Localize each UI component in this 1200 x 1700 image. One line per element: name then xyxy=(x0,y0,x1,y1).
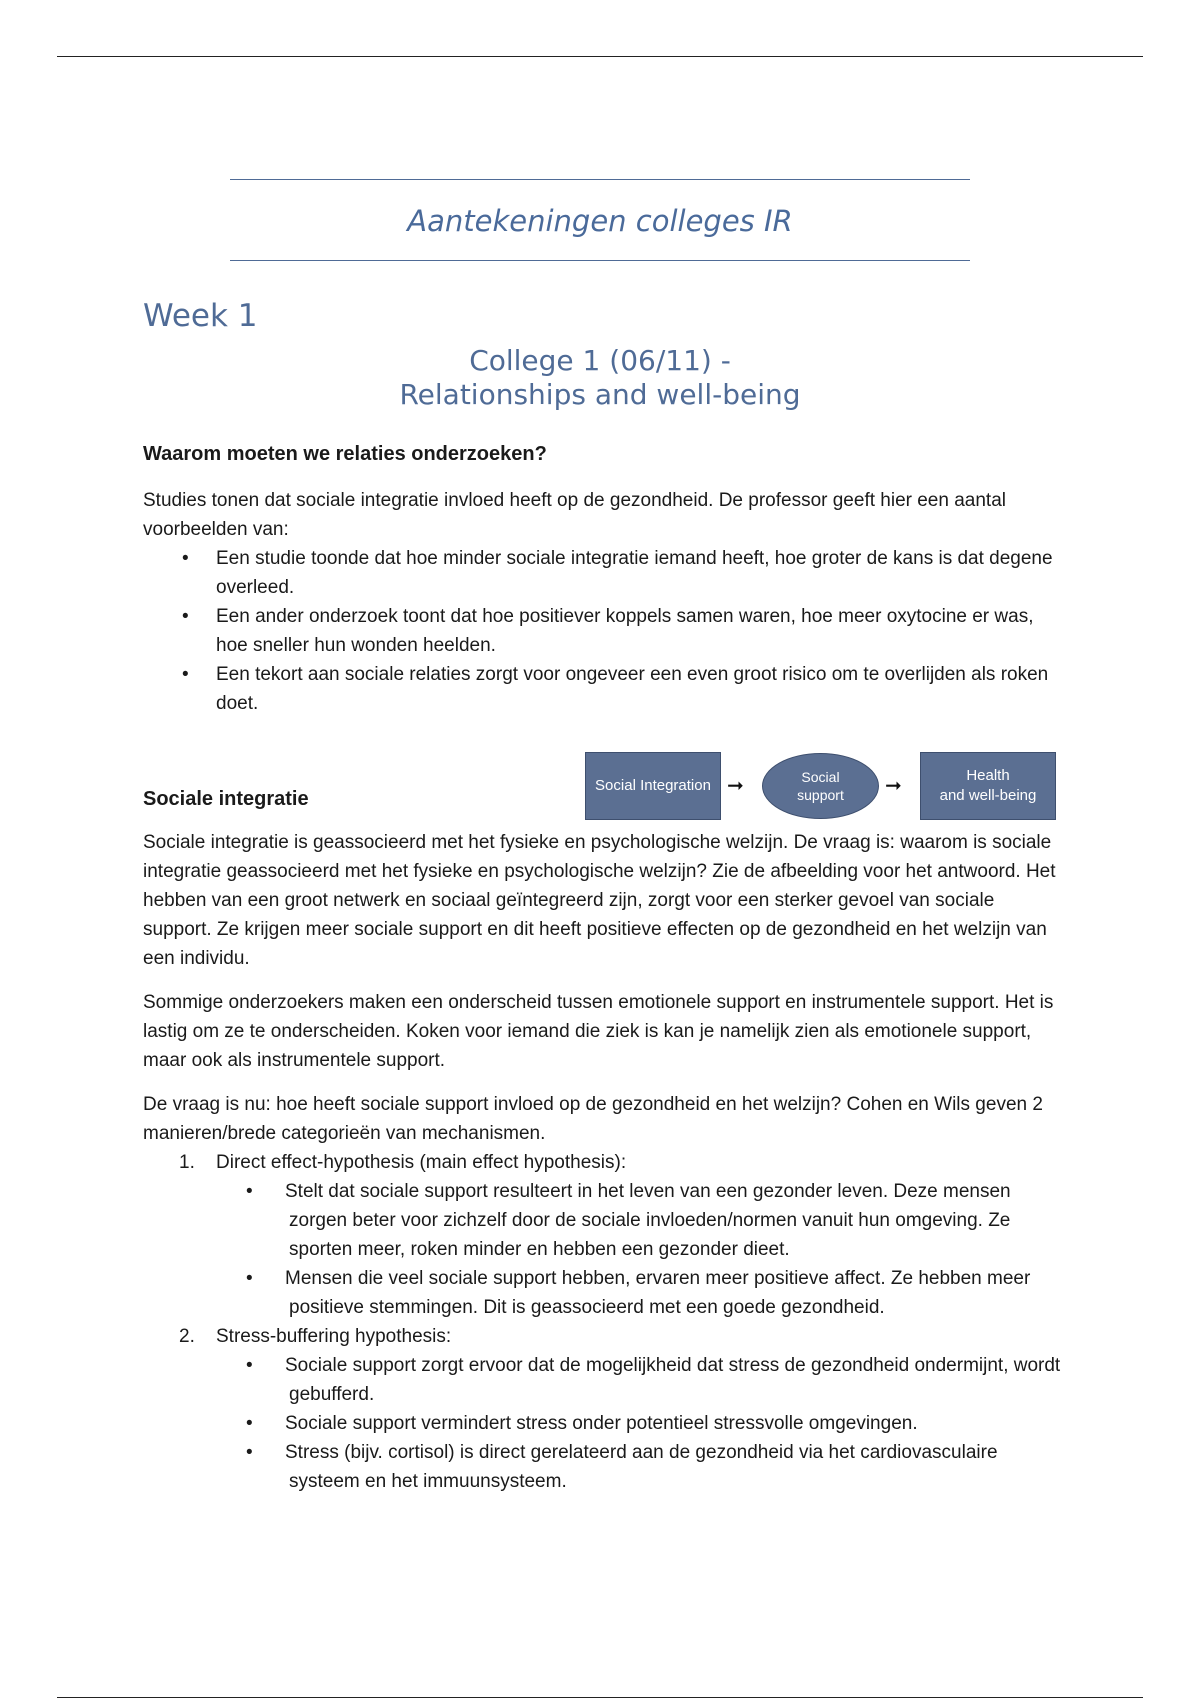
week-heading: Week 1 xyxy=(143,298,258,334)
sub-list-item: • Mensen die veel sociale support hebben, ervaren meer positieve affect. Ze hebben meer positieve stemmingen. Dit is geassocieerd met een goede gezondheid. xyxy=(143,1264,1063,1322)
list-number: 1. xyxy=(179,1152,195,1173)
document-title: Aantekeningen colleges IR xyxy=(407,204,793,238)
list-item: • Een ander onderzoek toont dat hoe positiever koppels samen waren, hoe meer oxytocine er was, hoe sneller hun wonden heelden. xyxy=(143,602,1063,660)
sub-list-item: • Sociale support zorgt ervoor dat de mogelijkheid dat stress de gezondheid ondermijnt, wordt gebufferd. xyxy=(143,1351,1063,1409)
college-heading-line2: Relationships and well-being xyxy=(399,378,801,411)
diagram-box-line2: and well-being xyxy=(939,787,1037,804)
paragraph: Studies tonen dat sociale integratie invloed heeft op de gezondheid. De professor geeft hier een aantal voorbeelden van: xyxy=(143,490,1006,540)
numbered-list xyxy=(143,1148,1063,1496)
document-title-block xyxy=(230,179,970,261)
paragraph: Sociale integratie is geassocieerd met het fysieke en psychologische welzijn. De vraag is: waarom is sociale integratie geassocieerd met het fysieke en psychologische welzijn? Zie de afbeelding voor het antwoord. Het hebben van een groot netwerk en sociaal geïntegreerd zijn, zorgt voor een sterker gevoel van sociale support. Ze krijgen meer sociale support en dit heeft positieve effecten op de gezondheid en het welzijn van een individu. xyxy=(143,832,1056,969)
diagram-box-line1: Health xyxy=(966,767,1010,784)
list-item: • Een studie toonde dat hoe minder sociale integratie iemand heeft, hoe groter de kans is dat degene overleed. xyxy=(143,544,1063,602)
sub-list-item: • Stelt dat sociale support resulteert in het leven van een gezonder leven. Deze mensen zorgen beter voor zichzelf door de sociale invloeden/normen vanuit hun omgeving. Ze sporten meer, roken minder en hebben een gezonder dieet. xyxy=(143,1177,1063,1264)
arrow-right-icon: ➞ xyxy=(885,775,902,797)
diagram-ellipse-line2: support xyxy=(797,787,844,803)
paragraph: De vraag is nu: hoe heeft sociale support invloed op de gezondheid en het welzijn? Cohen en Wils geven 2 manieren/brede categorieën van mechanismen. xyxy=(143,1094,1043,1144)
college-heading-line1: College 1 (06/11) - xyxy=(469,344,731,377)
list-item: • Een tekort aan sociale relaties zorgt voor ongeveer een even groot risico om te overlijden als roken doet. xyxy=(143,660,1063,718)
page-bottom-rule xyxy=(57,1697,1143,1698)
section-heading: Sociale integratie xyxy=(143,788,309,810)
diagram-ellipse-line1: Social xyxy=(801,769,840,785)
page-top-rule xyxy=(57,56,1143,57)
sub-list-item: • Sociale support vermindert stress onder potentieel stressvolle omgevingen. xyxy=(143,1409,1063,1438)
bullet-list xyxy=(143,544,1063,718)
list-item xyxy=(143,1148,1063,1177)
section-heading: Waarom moeten we relaties onderzoeken? xyxy=(143,443,547,465)
list-item xyxy=(143,1322,1063,1351)
list-number: 2. xyxy=(179,1326,195,1347)
list-item-label: Direct effect-hypothesis (main effect hypothesis): xyxy=(216,1152,627,1173)
arrow-right-icon: ➞ xyxy=(727,775,744,797)
diagram-box-label: Social Integration xyxy=(595,777,711,794)
paragraph: Sommige onderzoekers maken een onderscheid tussen emotionele support en instrumentele support. Het is lastig om ze te onderscheiden. Koken voor iemand die ziek is kan je namelijk zien als emotionele support, maar ook als instrumentele support. xyxy=(143,992,1054,1071)
section-why-relationships xyxy=(143,440,1063,718)
sub-list-item: • Stress (bijv. cortisol) is direct gerelateerd aan de gezondheid via het cardiovasculaire systeem en het immuunsysteem. xyxy=(143,1438,1063,1496)
list-item-label: Stress-buffering hypothesis: xyxy=(216,1326,452,1347)
section-social-integration xyxy=(143,785,1063,1496)
title-rule-bottom xyxy=(230,260,970,261)
college-heading xyxy=(143,344,1057,412)
